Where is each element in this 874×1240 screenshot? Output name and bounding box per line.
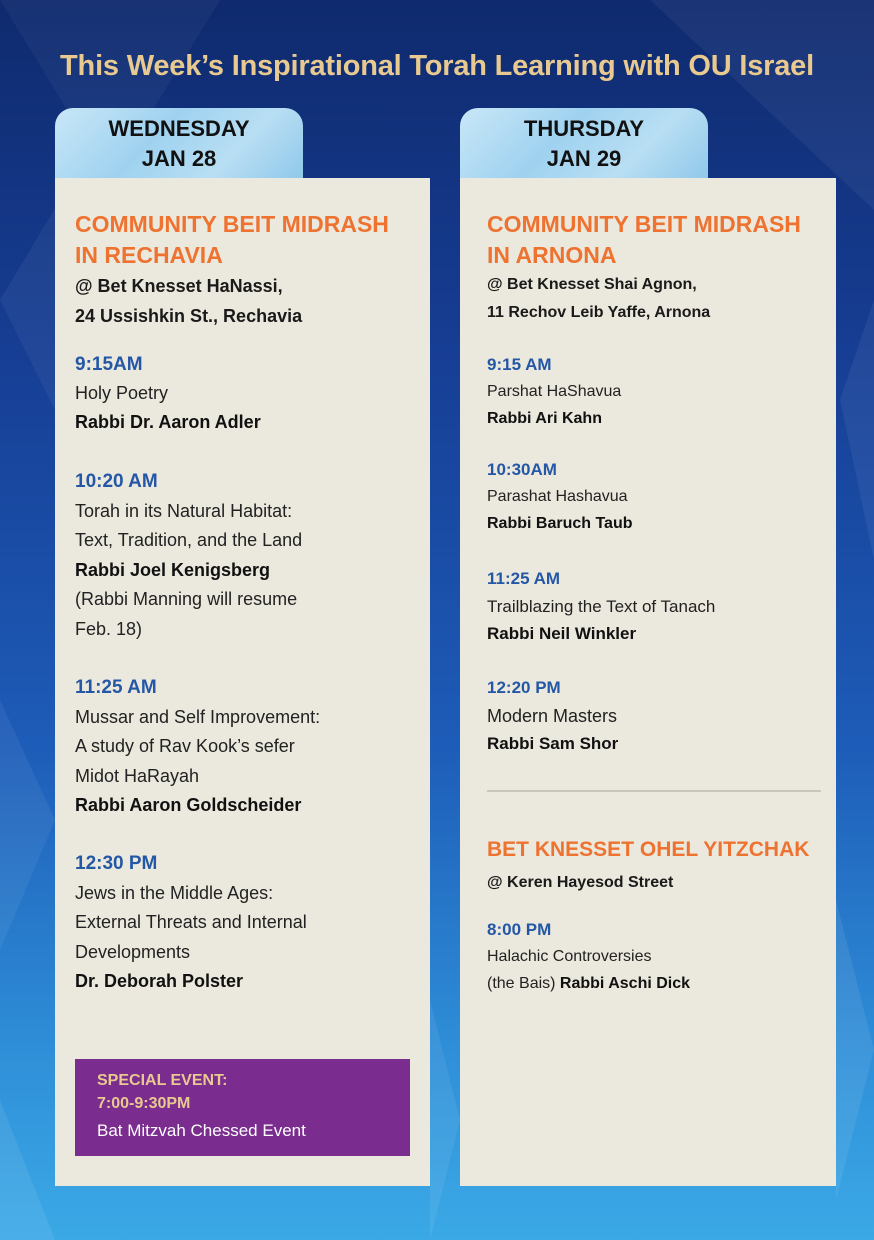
- wednesday-address-line2: 24 Ussishkin St., Rechavia: [75, 306, 303, 326]
- session-time: 10:30AM: [487, 460, 557, 479]
- session-topic: Jews in the Middle Ages:: [75, 882, 274, 903]
- thursday-session: [487, 456, 633, 537]
- thursday-venue-line1: COMMUNITY BEIT MIDRASH: [487, 211, 801, 237]
- session-note: Feb. 18): [75, 618, 143, 639]
- session-prefix: (the Bais): [487, 975, 556, 992]
- thursday-date: JAN 29: [546, 146, 622, 171]
- session-time: 8:00 PM: [487, 920, 552, 939]
- wednesday-tab: [55, 108, 303, 180]
- thursday-tab: [460, 108, 708, 180]
- session-topic: Holy Poetry: [75, 383, 169, 403]
- session-topic: A study of Rav Kook’s sefer: [75, 736, 295, 756]
- wednesday-session: [75, 849, 307, 997]
- session-topic: Modern Masters: [487, 706, 618, 726]
- thursday-venue-line2: IN ARNONA: [487, 242, 617, 268]
- wednesday-date: JAN 28: [141, 146, 217, 171]
- session-speaker: Rabbi Aschi Dick: [559, 975, 691, 992]
- wednesday-venue-line2: IN RECHAVIA: [75, 242, 223, 268]
- thursday-venue2-address: @ Keren Hayesod Street: [487, 874, 674, 891]
- session-time: 9:15AM: [75, 354, 143, 375]
- special-event-text: Bat Mitzvah Chessed Event: [97, 1121, 306, 1140]
- special-event-box: [75, 1059, 410, 1156]
- session-note: (Rabbi Manning will resume: [75, 589, 298, 609]
- session-topic: Mussar and Self Improvement:: [75, 706, 321, 727]
- special-event-time: 7:00-9:30PM: [97, 1095, 191, 1112]
- thursday-session: [487, 351, 621, 432]
- wednesday-session: [75, 350, 261, 437]
- session-topic: Torah in its Natural Habitat:: [75, 500, 293, 521]
- thursday-venue-2: [487, 834, 809, 901]
- session-topic: Midot HaRayah: [75, 765, 200, 786]
- wednesday-session: [75, 467, 302, 644]
- wednesday-session: [75, 673, 320, 821]
- thursday-address-line1: @ Bet Knesset Shai Agnon,: [487, 276, 697, 293]
- page-title: This Week’s Inspirational Torah Learning with OU Israel: [60, 50, 814, 82]
- session-topic: Text, Tradition, and the Land: [75, 530, 303, 550]
- session-topic: Developments: [75, 941, 191, 962]
- wednesday-venue-line1: COMMUNITY BEIT MIDRASH: [75, 211, 389, 237]
- session-time: 9:15 AM: [487, 355, 552, 374]
- session-time: 12:30 PM: [75, 853, 158, 874]
- divider: [487, 790, 821, 792]
- session-time: 10:20 AM: [75, 471, 158, 492]
- session-speaker: Rabbi Neil Winkler: [487, 624, 637, 643]
- session-topic: External Threats and Internal: [75, 912, 307, 932]
- special-event-label: SPECIAL EVENT:: [97, 1072, 228, 1089]
- wednesday-day: WEDNESDAY: [108, 116, 250, 141]
- thursday-session: [487, 674, 618, 758]
- session-speaker: Rabbi Ari Kahn: [487, 410, 602, 427]
- session-time: 11:25 AM: [487, 569, 561, 588]
- session-topic: Parashat Hashavua: [487, 488, 628, 505]
- session-speaker: Rabbi Dr. Aaron Adler: [75, 412, 261, 432]
- session-speaker: Rabbi Baruch Taub: [487, 515, 633, 532]
- wednesday-address-line1: @ Bet Knesset HaNassi,: [75, 276, 283, 296]
- session-speaker: Rabbi Sam Shor: [487, 734, 619, 753]
- thursday-session: [487, 565, 715, 648]
- thursday-day: THURSDAY: [523, 116, 645, 141]
- session-speaker: Rabbi Joel Kenigsberg: [75, 559, 271, 580]
- thursday-venue: [487, 209, 801, 327]
- thursday-evening-session: [487, 916, 690, 997]
- session-time: 11:25 AM: [75, 677, 157, 698]
- thursday-address-line2: 11 Rechov Leib Yaffe, Arnona: [487, 304, 711, 321]
- thursday-venue2-name: BET KNESSET OHEL YITZCHAK: [487, 838, 810, 861]
- session-time: 12:20 PM: [487, 678, 561, 697]
- session-speaker: Dr. Deborah Polster: [75, 971, 244, 991]
- wednesday-venue: [75, 209, 389, 331]
- session-speaker: Rabbi Aaron Goldscheider: [75, 795, 302, 815]
- session-topic: Trailblazing the Text of Tanach: [487, 596, 716, 616]
- session-topic: Halachic Controversies: [487, 948, 652, 965]
- session-topic: Parshat HaShavua: [487, 383, 622, 400]
